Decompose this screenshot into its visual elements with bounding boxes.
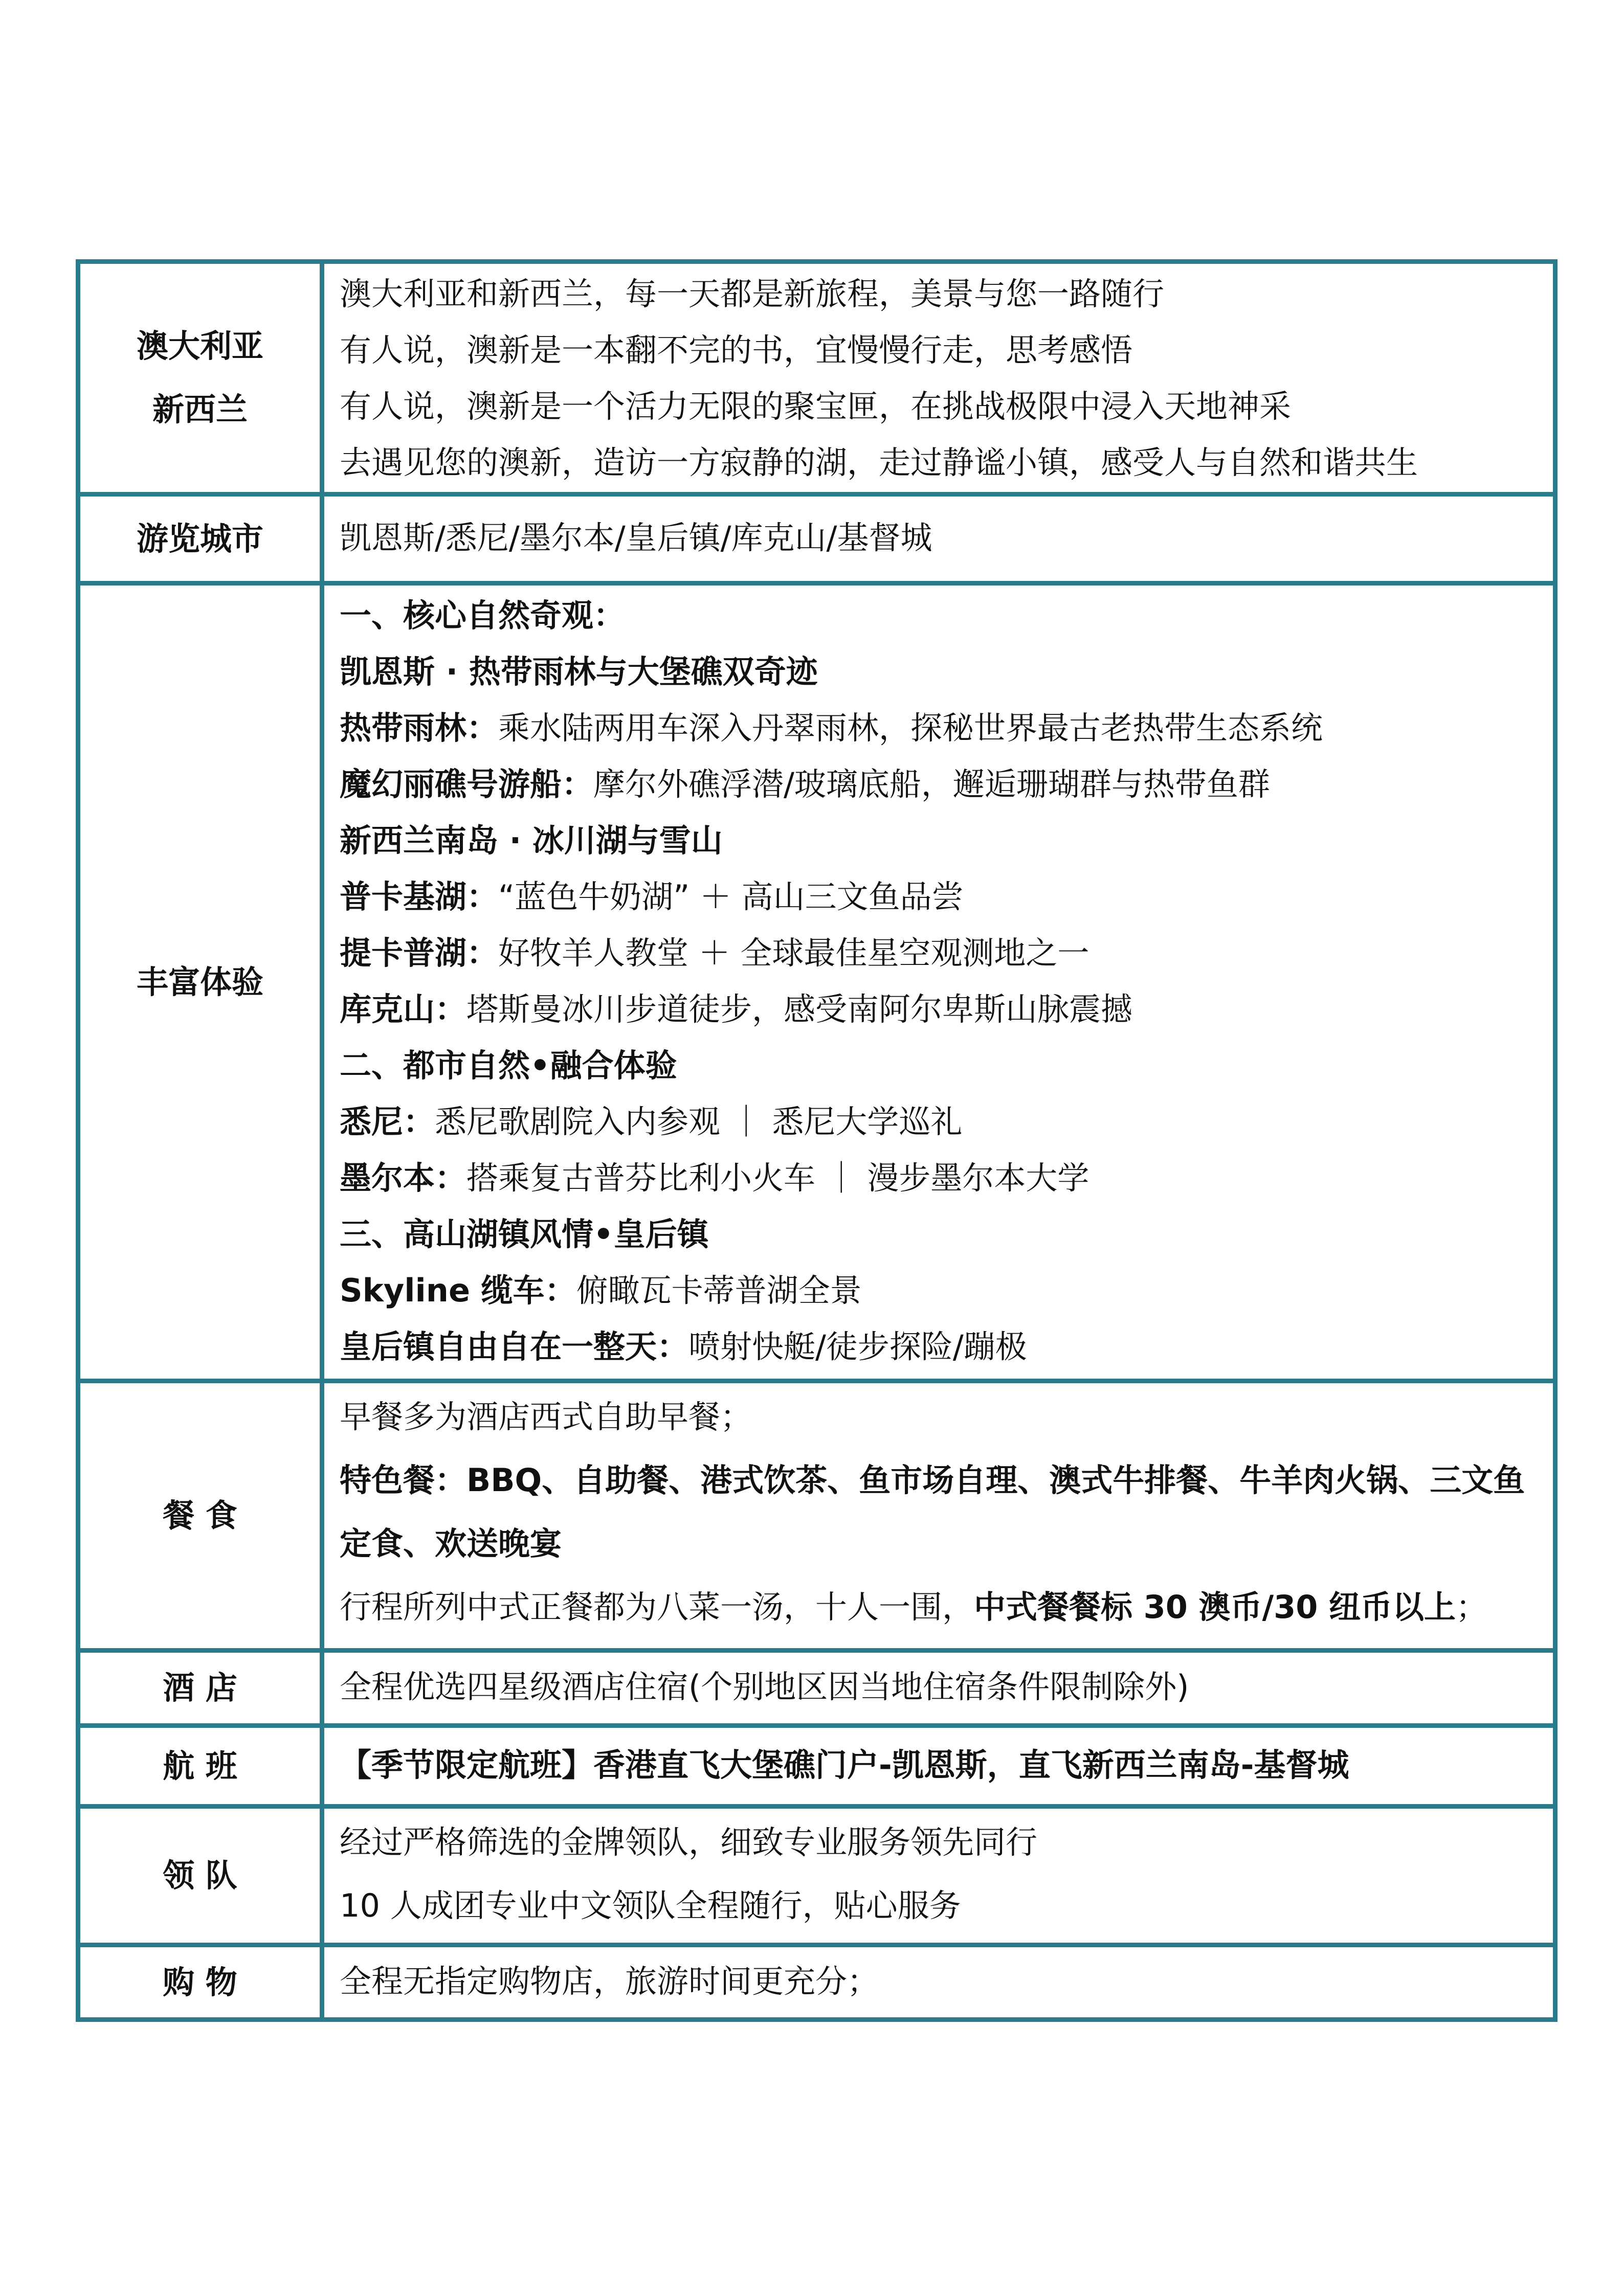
item-key: Skyline 缆车： bbox=[340, 1272, 576, 1309]
experience-item bbox=[340, 1319, 1538, 1375]
item-value: 塔斯曼冰川步道徒步，感受南阿尔卑斯山脉震撼 bbox=[466, 991, 1133, 1028]
label-aus-nz bbox=[80, 264, 324, 492]
item-key: 墨尔本： bbox=[340, 1159, 467, 1197]
intro-line: 澳大利亚和新西兰，每一天都是新旅程，美景与您一路随行 bbox=[340, 275, 1165, 312]
intro-line: 有人说，澳新是一个活力无限的聚宝匣，在挑战极限中浸入天地神采 bbox=[340, 388, 1292, 425]
experience-content bbox=[324, 586, 1553, 1379]
experience-item bbox=[340, 869, 1538, 925]
item-value: 喷射快艇/徒步探险/蹦极 bbox=[688, 1328, 1027, 1365]
hotel-text: 全程优选四星级酒店住宿(个别地区因当地住宿条件限制除外) bbox=[340, 1668, 1189, 1705]
cities-text: 凯恩斯/悉尼/墨尔本/皇后镇/库克山/基督城 bbox=[340, 519, 932, 556]
flight-text: 【季节限定航班】香港直飞大堡礁门户-凯恩斯，直飞新西兰南岛-基督城 bbox=[340, 1746, 1349, 1784]
label-line-australia: 澳大利亚 bbox=[136, 327, 263, 365]
section-heading: 二、都市自然•融合体验 bbox=[340, 1047, 677, 1084]
item-key: 提卡普湖： bbox=[340, 934, 499, 972]
section-heading: 一、核心自然奇观： bbox=[340, 597, 626, 634]
hotel-content bbox=[324, 1653, 1553, 1723]
item-value: 俯瞰瓦卡蒂普湖全景 bbox=[576, 1272, 862, 1309]
experience-item bbox=[340, 1150, 1538, 1206]
experience-item bbox=[340, 756, 1538, 813]
section-heading: 三、高山湖镇风情•皇后镇 bbox=[340, 1215, 709, 1253]
item-key: 皇后镇自由自在一整天： bbox=[340, 1328, 689, 1365]
label-cities: 游览城市 bbox=[80, 497, 324, 581]
meals-content bbox=[324, 1383, 1553, 1648]
item-value: “蓝色牛奶湖” ＋ 高山三文鱼品尝 bbox=[498, 878, 964, 915]
shopping-content bbox=[324, 1947, 1553, 2017]
experience-item bbox=[340, 700, 1538, 756]
item-key: 库克山： bbox=[340, 991, 467, 1028]
intro-content bbox=[324, 264, 1553, 492]
item-key: 热带雨林： bbox=[340, 709, 499, 747]
subsection-heading: 凯恩斯 · 热带雨林与大堡礁双奇迹 bbox=[340, 653, 818, 690]
row-leader bbox=[80, 1804, 1553, 1943]
row-meals bbox=[80, 1379, 1553, 1648]
item-value: 摩尔外礁浮潜/玻璃底船，邂逅珊瑚群与热带鱼群 bbox=[593, 766, 1270, 803]
leader-line: 10 人成团专业中文领队全程随行，贴心服务 bbox=[340, 1887, 961, 1924]
intro-line: 去遇见您的澳新，造访一方寂静的湖，走过静谧小镇，感受人与自然和谐共生 bbox=[340, 444, 1418, 481]
experience-item bbox=[340, 1094, 1538, 1150]
item-value: 好牧羊人教堂 ＋ 全球最佳星空观测地之一 bbox=[498, 934, 1089, 972]
item-value: 搭乘复古普芬比利小火车 ｜ 漫步墨尔本大学 bbox=[466, 1159, 1089, 1197]
item-value: 乘水陆两用车深入丹翠雨林，探秘世界最古老热带生态系统 bbox=[498, 709, 1323, 747]
item-value: 悉尼歌剧院入内参观 ｜ 悉尼大学巡礼 bbox=[435, 1103, 963, 1140]
label-experience: 丰富体验 bbox=[80, 586, 324, 1379]
meals-special: 特色餐：BBQ、自助餐、港式饮茶、鱼市场自理、澳式牛排餐、牛羊肉火锅、三文鱼定食、欢送晚宴 bbox=[340, 1461, 1525, 1562]
item-key: 普卡基湖： bbox=[340, 878, 499, 915]
cities-content bbox=[324, 497, 1553, 581]
row-hotel bbox=[80, 1648, 1553, 1723]
experience-item bbox=[340, 981, 1538, 1038]
row-cities bbox=[80, 492, 1553, 581]
leader-content bbox=[324, 1809, 1553, 1943]
subsection-heading: 新西兰南岛 · 冰川湖与雪山 bbox=[340, 822, 723, 859]
shopping-text: 全程无指定购物店，旅游时间更充分； bbox=[340, 1962, 879, 2000]
row-shopping bbox=[80, 1943, 1553, 2017]
experience-item bbox=[340, 1263, 1538, 1319]
label-shopping: 购 物 bbox=[80, 1947, 324, 2017]
label-leader: 领 队 bbox=[80, 1809, 324, 1943]
row-experience bbox=[80, 581, 1553, 1379]
intro-line: 有人说，澳新是一本翻不完的书，宜慢慢行走，思考感悟 bbox=[340, 331, 1133, 369]
itinerary-table bbox=[76, 259, 1558, 2022]
label-line-newzealand: 新西兰 bbox=[152, 391, 248, 428]
meals-standard-bold: 中式餐餐标 30 澳币/30 纽币以上 bbox=[974, 1588, 1456, 1626]
meals-standard bbox=[340, 1575, 1538, 1639]
row-intro bbox=[80, 264, 1553, 492]
experience-item bbox=[340, 925, 1538, 981]
meals-standard-prefix: 行程所列中式正餐都为八菜一汤，十人一围， bbox=[340, 1588, 974, 1626]
meals-standard-suffix: ； bbox=[1455, 1588, 1487, 1626]
meals-breakfast: 早餐多为酒店西式自助早餐； bbox=[340, 1398, 752, 1435]
leader-line: 经过严格筛选的金牌领队，细致专业服务领先同行 bbox=[340, 1824, 1038, 1861]
item-key: 魔幻丽礁号游船： bbox=[340, 766, 594, 803]
label-flight: 航 班 bbox=[80, 1728, 324, 1804]
flight-content bbox=[324, 1728, 1553, 1804]
label-meals: 餐 食 bbox=[80, 1383, 324, 1648]
item-key: 悉尼： bbox=[340, 1103, 435, 1140]
label-hotel: 酒 店 bbox=[80, 1653, 324, 1723]
row-flight bbox=[80, 1723, 1553, 1804]
